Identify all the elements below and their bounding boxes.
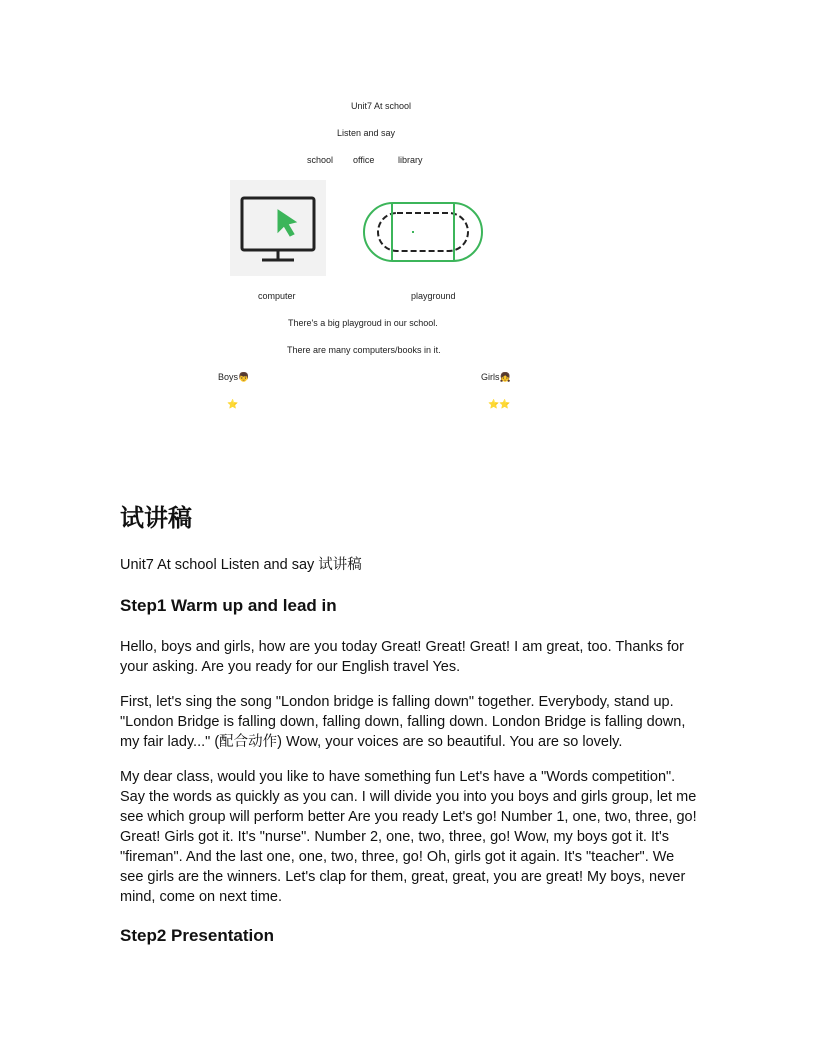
girls-group-label: Girls👧 — [481, 372, 511, 382]
boys-group-label: Boys👦 — [218, 372, 250, 382]
computer-image — [230, 180, 326, 276]
doc-heading: 试讲稿 — [120, 504, 192, 532]
word-library: library — [398, 155, 423, 165]
step2-heading: Step2 Presentation — [120, 926, 274, 945]
step1-heading: Step1 Warm up and lead in — [120, 596, 337, 615]
running-track-icon — [362, 195, 486, 267]
slide-title: Unit7 At school — [350, 101, 412, 111]
slide-subtitle: Listen and say — [336, 128, 396, 138]
sentence-playground: There's a big playgroud in our school. — [288, 318, 438, 328]
intro-line: Unit7 At school Listen and say 试讲稿 — [120, 557, 362, 573]
paragraph-2: First, let's sing the song "London bridge is falling down" together. Everybody, stand up. "London Bridge is falling down, falling down, falling down. London Bridge is falling down, my fair lady..." (配合动作) Wow, your voices are so beautiful. You are so lovely. — [120, 694, 686, 750]
paragraph-3: My dear class, would you like to have something fun Let's have a "Words competition". Say the words as quickly as you can. I will divide you into you boys and girls group, let me see which group will perform better Are you ready Let's go! Number 1, one, two, three, go! Great! Girls got it. It's "nurse". Number 2, one, two, three, go! Wow, my boys got it. It's "fireman". And the last one, one, two, three, go! Oh, girls got it again. It's "teacher". We see girls are the winners. Let's clap for them, great, great, you are great! My boys, never mind, come on next time. — [120, 769, 697, 905]
word-office: office — [353, 155, 375, 165]
caption-computer: computer — [258, 291, 296, 301]
computer-monitor-icon — [230, 180, 326, 276]
word-school: school — [307, 155, 334, 165]
boys-stars: ⭐ — [227, 399, 239, 409]
sentence-computers: There are many computers/books in it. — [287, 345, 441, 355]
girls-stars: ⭐⭐ — [488, 399, 511, 409]
caption-playground: playground — [411, 291, 456, 301]
playground-image — [362, 195, 486, 267]
paragraph-1: Hello, boys and girls, how are you today Great! Great! Great! I am great, too. Thanks for your asking. Are you ready for our English travel Yes. — [120, 639, 684, 675]
